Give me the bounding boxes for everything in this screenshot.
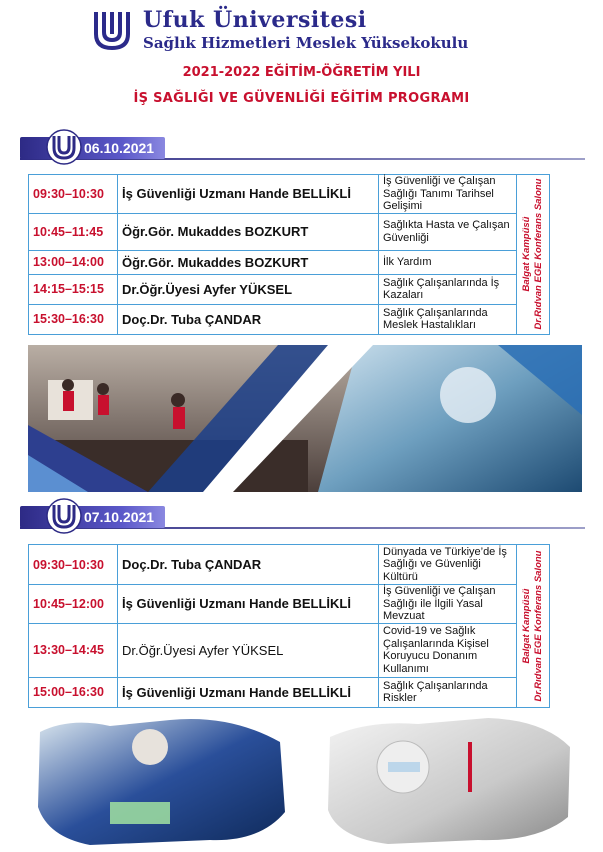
session-speaker: Doç.Dr. Tuba ÇANDAR: [118, 545, 379, 585]
table-row: [29, 545, 550, 585]
table-row: [29, 175, 550, 214]
session-topic: Sağlıkta Hasta ve Çalışan Güvenliği: [379, 213, 517, 250]
session-speaker: Öğr.Gör. Mukaddes BOZKURT: [118, 213, 379, 250]
session-time: 15:30–16:30: [29, 304, 118, 334]
table-row: [29, 250, 550, 274]
ufuk-u-logo-icon: [46, 129, 82, 165]
session-time: 09:30–10:30: [29, 175, 118, 214]
session-time: 14:15–15:15: [29, 274, 118, 304]
table-row: [29, 304, 550, 334]
session-topic: Dünyada ve Türkiye’de İş Sağlığı ve Güvenliği Kültürü: [379, 545, 517, 585]
session-time: 13:30–14:45: [29, 623, 118, 677]
venue-label: [521, 179, 545, 330]
venue-hall: Dr.Rıdvan EGE Konferans Salonu: [533, 178, 544, 330]
program-title: İŞ SAĞLIĞI VE GÜVENLİĞİ EĞİTİM PROGRAMI: [133, 91, 470, 106]
session-time: 15:00–16:30: [29, 677, 118, 707]
schedule-table-day2: [28, 544, 550, 708]
training-photo-collage: [28, 345, 582, 492]
session-topic: Sağlık Çalışanlarında İş Kazaları: [379, 274, 517, 304]
venue-cell: [517, 175, 550, 335]
school-name: Sağlık Hizmetleri Meslek Yüksekokulu: [143, 34, 469, 52]
session-speaker: İş Güvenliği Uzmanı Hande BELLİKLİ: [118, 175, 379, 214]
session-topic: İş Güvenliği ve Çalışan Sağlığı Tanımı Tarihsel Gelişimi: [379, 175, 517, 214]
session-time: 10:45–11:45: [29, 213, 118, 250]
ppe-worker-photo-right: [318, 712, 580, 847]
venue-label: [521, 550, 545, 701]
university-name: Ufuk Üniversitesi: [143, 7, 367, 33]
session-speaker: Dr.Öğr.Üyesi Ayfer YÜKSEL: [118, 274, 379, 304]
table-row: [29, 623, 550, 677]
session-time: 13:00–14:00: [29, 250, 118, 274]
day2-date: 07.10.2021: [84, 509, 155, 525]
table-row: [29, 677, 550, 707]
session-speaker: Öğr.Gör. Mukaddes BOZKURT: [118, 250, 379, 274]
photo-band: [28, 345, 582, 492]
session-topic: İş Güvenliği ve Çalışan Sağlığı ile İlgili Yasal Mevzuat: [379, 585, 517, 624]
ufuk-u-logo-icon: [46, 498, 82, 534]
table-row: [29, 274, 550, 304]
lab-worker-photo-left: [30, 712, 292, 847]
table-row: [29, 585, 550, 624]
table-row: [29, 213, 550, 250]
session-topic: İlk Yardım: [379, 250, 517, 274]
session-topic: Sağlık Çalışanlarında Meslek Hastalıkları: [379, 304, 517, 334]
academic-year-title: 2021-2022 EĞİTİM-ÖĞRETİM YILI: [182, 65, 421, 80]
session-time: 09:30–10:30: [29, 545, 118, 585]
session-topic: Covid-19 ve Sağlık Çalışanlarında Kişisel Koruyucu Donanım Kullanımı: [379, 623, 517, 677]
session-speaker: Doç.Dr. Tuba ÇANDAR: [118, 304, 379, 334]
university-logo-icon: [92, 10, 132, 50]
venue-campus: Balgat Kampüsü: [521, 588, 532, 664]
session-speaker: İş Güvenliği Uzmanı Hande BELLİKLİ: [118, 585, 379, 624]
day1-date: 06.10.2021: [84, 140, 155, 156]
venue-hall: Dr.Rıdvan EGE Konferans Salonu: [533, 550, 544, 702]
session-speaker: Dr.Öğr.Üyesi Ayfer YÜKSEL: [118, 623, 379, 677]
venue-cell: [517, 545, 550, 708]
schedule-table-day1: [28, 174, 550, 335]
venue-campus: Balgat Kampüsü: [521, 216, 532, 292]
session-speaker: İş Güvenliği Uzmanı Hande BELLİKLİ: [118, 677, 379, 707]
session-topic: Sağlık Çalışanlarında Riskler: [379, 677, 517, 707]
session-time: 10:45–12:00: [29, 585, 118, 624]
